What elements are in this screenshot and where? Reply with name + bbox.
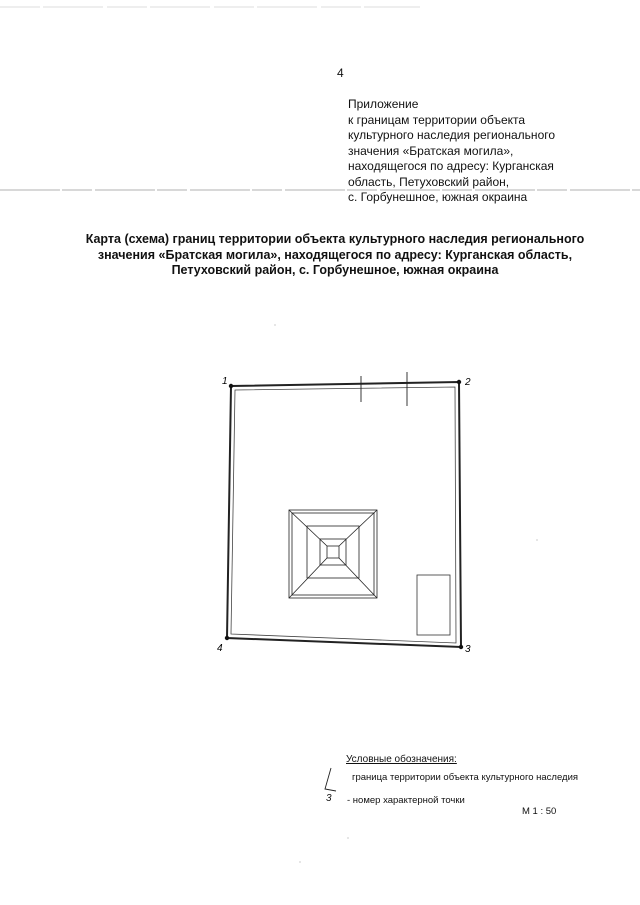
territory-boundary-inner [231,387,456,643]
annex-line: с. Горбунешное, южная окраина [348,190,528,204]
legend-boundary-label: граница территории объекта культурного наследия [352,772,579,783]
annex-line: находящегося по адресу: Курганская [348,159,554,173]
title-line: значения «Братская могила», находящегося по адресу: Курганская область, [97,247,573,262]
monument-symbol [289,510,377,598]
point-marker [459,645,463,649]
annex-line: культурного наследия регионального [348,128,556,142]
annex-line: Приложение [348,97,419,111]
scan-speck [537,540,538,541]
page-number: 4 [337,66,344,80]
scan-speck [348,838,349,839]
boundary-legend-symbol [325,768,336,791]
point-label-2: 2 [465,377,471,388]
legend-point-label: - номер характерной точки [347,795,465,806]
legend-point-symbol: 3 [326,793,332,804]
site-structure [417,575,450,635]
title-line: Карта (схема) границ территории объекта культурного наследия регионального [85,232,585,246]
scan-speck [275,325,276,326]
annex-line: область, Петуховский район, [348,174,510,189]
legend-title: Условные обозначения: [346,754,457,765]
scan-speck [300,862,301,863]
point-marker [457,380,461,384]
map-scale: М 1 : 50 [522,806,557,817]
point-label-3: 3 [465,644,471,655]
point-marker [229,384,233,388]
point-label-4: 4 [217,643,223,654]
title-line: Петуховский район, с. Горбунешное, южная окраина [171,263,499,277]
point-marker [225,636,229,640]
territory-boundary [227,382,461,647]
annex-line: значения «Братская могила», [348,143,514,158]
annex-line: к границам территории объекта [348,112,526,127]
point-label-1: 1 [222,376,228,387]
